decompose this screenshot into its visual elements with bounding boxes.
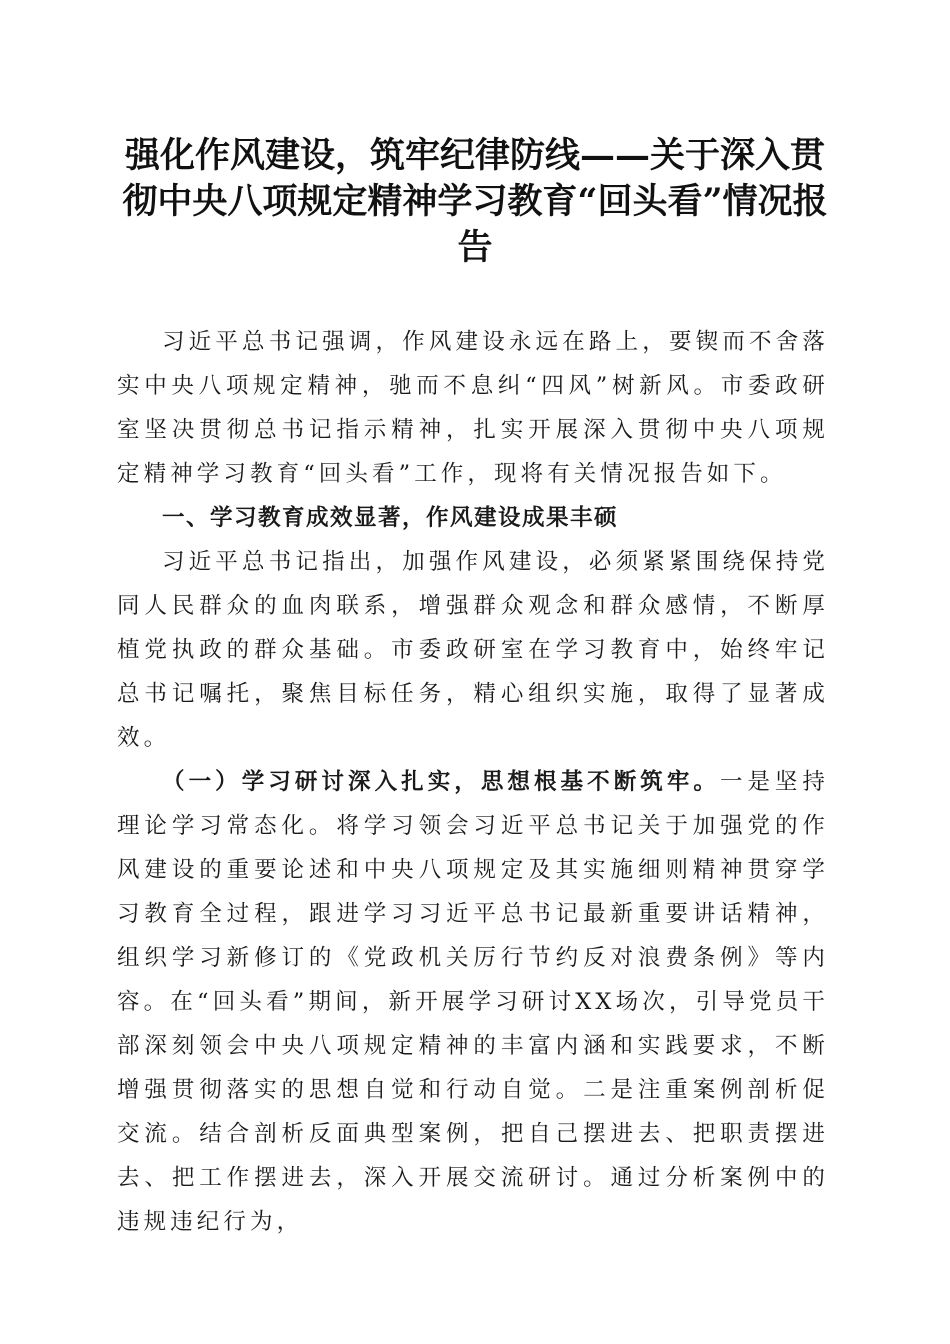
section-1-paragraph: 习近平总书记指出，加强作风建设，必须紧紧围绕保持党同人民群众的血肉联系，增强群众观念和群众感情，不断厚植党执政的群众基础。市委政研室在学习教育中，始终牢记总书记嘱托，聚焦目标任务，精心组织实施，取得了显著成效。 [117,549,829,751]
document-title: 强化作风建设，筑牢纪律防线——关于深入贯彻中央八项规定精神学习教育“回头看”情况报告 [122,135,828,268]
document-body [117,320,829,1244]
subsection-1-paragraph [117,760,829,1244]
section-1-heading: 一、学习教育成效显著，作风建设成果丰硕 [162,505,619,531]
subsection-1-text: 一是坚持理论学习常态化。将学习领会习近平总书记关于加强党的作风建设的重要论述和中央八项规定及其实施细则精神贯穿学习教育全过程，跟进学习习近平总书记最新重要讲话精神，组织学习新修订的《党政机关厉行节约反对浪费条例》等内容。在“回头看”期间，新开展学习研讨XX场次，引导党员干部深刻领会中央八项规定精神的丰富内涵和实践要求，不断增强贯彻落实的思想自觉和行动自觉。二是注重案例剖析促交流。结合剖析反面典型案例，把自己摆进去、把职责摆进去、把工作摆进去，深入开展交流研讨。通过分析案例中的违规违纪行为， [117,769,829,1235]
subsection-1-heading: （一）学习研讨深入扎实，思想根基不断筑牢。 [162,769,720,795]
intro-paragraph: 习近平总书记强调，作风建设永远在路上，要锲而不舍落实中央八项规定精神，驰而不息纠“四风”树新风。市委政研室坚决贯彻总书记指示精神，扎实开展深入贯彻中央八项规定精神学习教育“回头看”工作，现将有关情况报告如下。 [117,329,829,487]
